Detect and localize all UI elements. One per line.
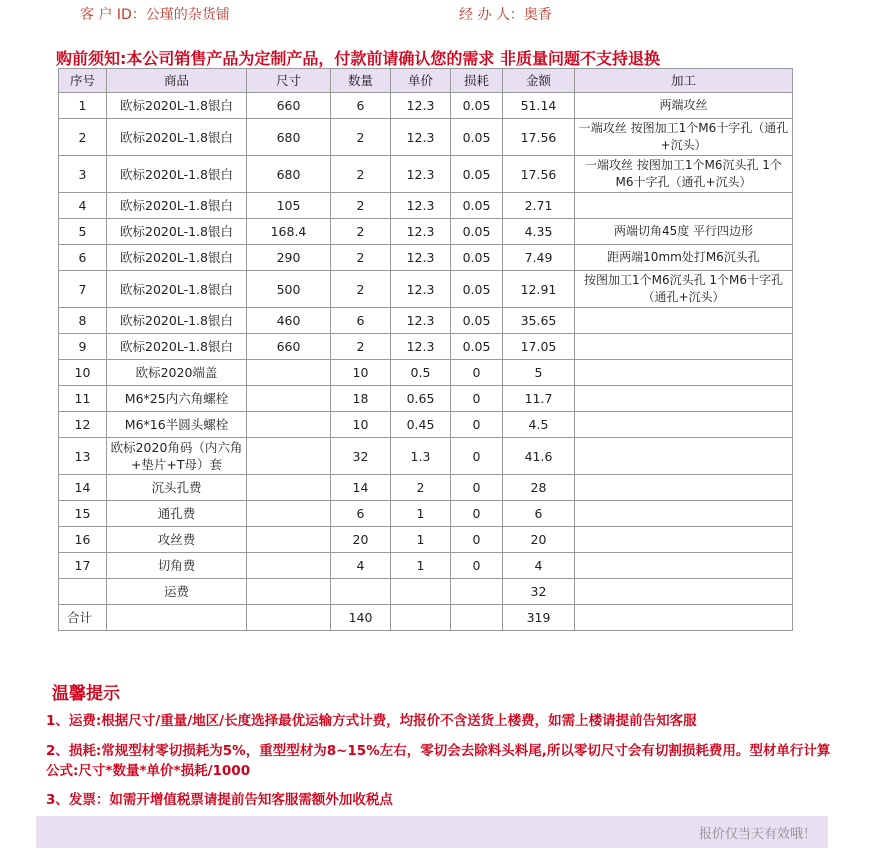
cell-item: 切角费 (107, 553, 247, 579)
table-row (59, 438, 793, 475)
cell-qty: 18 (331, 386, 391, 412)
col-header-size: 尺寸 (247, 69, 331, 93)
total-qty: 140 (331, 605, 391, 631)
cell-price: 12.3 (391, 271, 451, 308)
cell-loss: 0 (451, 527, 503, 553)
cell-amount: 6 (503, 501, 575, 527)
cell-process (575, 193, 793, 219)
cell-price (391, 579, 451, 605)
cell-qty: 6 (331, 308, 391, 334)
agent-name: 经 办 人：奥香 (459, 7, 552, 23)
cell-process (575, 334, 793, 360)
cell-item: 欧标2020L-1.8银白 (107, 334, 247, 360)
cell-no: 3 (59, 156, 107, 193)
cell-item: 欧标2020角码（内六角+垫片+T母）套 (107, 438, 247, 475)
cell-process (575, 501, 793, 527)
cell-price: 12.3 (391, 308, 451, 334)
cell-size: 680 (247, 119, 331, 156)
table-row (59, 579, 793, 605)
cell-item: 运费 (107, 579, 247, 605)
total-empty-cell (451, 605, 503, 631)
footer-validity-note: 报价仅当天有效哦！ (698, 827, 816, 842)
cell-process: 一端攻丝 按图加工1个M6沉头孔 1个M6十字孔（通孔+沉头） (575, 156, 793, 193)
cell-amount: 4.5 (503, 412, 575, 438)
cell-size (247, 438, 331, 475)
cell-amount: 11.7 (503, 386, 575, 412)
cell-size: 660 (247, 334, 331, 360)
cell-no: 13 (59, 438, 107, 475)
cell-loss: 0.05 (451, 245, 503, 271)
cell-amount: 17.56 (503, 119, 575, 156)
cell-loss: 0 (451, 412, 503, 438)
cell-loss: 0 (451, 360, 503, 386)
cell-loss: 0 (451, 475, 503, 501)
cell-process (575, 386, 793, 412)
col-header-process: 加工 (575, 69, 793, 93)
cell-loss: 0.05 (451, 271, 503, 308)
table-row (59, 156, 793, 193)
cell-loss: 0 (451, 553, 503, 579)
cell-qty: 10 (331, 360, 391, 386)
cell-item: M6*25内六角螺栓 (107, 386, 247, 412)
table-row (59, 412, 793, 438)
cell-amount: 41.6 (503, 438, 575, 475)
tip-loss: 2、损耗:常规型材零切损耗为5%，重型型材为8~15%左右，零切会去除料头料尾,所以零切尺寸会有切割损耗费用。型材单行计算公式:尺寸*数量*单价*损耗/1000 (46, 743, 831, 779)
cell-price: 1 (391, 501, 451, 527)
cell-process (575, 438, 793, 475)
cell-item: M6*16半圆头螺栓 (107, 412, 247, 438)
cell-loss: 0 (451, 438, 503, 475)
cell-no: 1 (59, 93, 107, 119)
cell-process: 距两端10mm处打M6沉头孔 (575, 245, 793, 271)
cell-no: 12 (59, 412, 107, 438)
cell-process (575, 579, 793, 605)
cell-process: 两端切角45度 平行四边形 (575, 219, 793, 245)
cell-no: 17 (59, 553, 107, 579)
tip-invoice: 3、发票：如需开增值税票请提前告知客服需额外加收税点 (46, 792, 393, 808)
total-empty-cell (107, 605, 247, 631)
cell-price: 12.3 (391, 93, 451, 119)
cell-process: 两端攻丝 (575, 93, 793, 119)
cell-price: 12.3 (391, 193, 451, 219)
table-row (59, 334, 793, 360)
cell-loss: 0 (451, 386, 503, 412)
cell-qty: 2 (331, 245, 391, 271)
cell-qty: 2 (331, 193, 391, 219)
cell-qty (331, 579, 391, 605)
cell-loss: 0.05 (451, 308, 503, 334)
table-row (59, 527, 793, 553)
purchase-notice: 购前须知:本公司销售产品为定制产品，付款前请确认您的需求 非质量问题不支持退换 (56, 49, 660, 68)
cell-price: 1 (391, 553, 451, 579)
cell-no: 10 (59, 360, 107, 386)
cell-no: 9 (59, 334, 107, 360)
cell-item: 欧标2020L-1.8银白 (107, 156, 247, 193)
cell-loss: 0.05 (451, 193, 503, 219)
cell-no: 16 (59, 527, 107, 553)
table-row (59, 119, 793, 156)
cell-size (247, 386, 331, 412)
cell-amount: 20 (503, 527, 575, 553)
col-header-qty: 数量 (331, 69, 391, 93)
cell-no: 14 (59, 475, 107, 501)
col-header-no: 序号 (59, 69, 107, 93)
table-row (59, 360, 793, 386)
total-label: 合计 (59, 605, 107, 631)
cell-no: 4 (59, 193, 107, 219)
cell-qty: 2 (331, 119, 391, 156)
table-row (59, 553, 793, 579)
cell-size (247, 553, 331, 579)
cell-size (247, 475, 331, 501)
cell-qty: 10 (331, 412, 391, 438)
table-row (59, 308, 793, 334)
table-row (59, 245, 793, 271)
customer-id: 客 户 ID：公瑾的杂货铺 (80, 7, 230, 23)
cell-size: 290 (247, 245, 331, 271)
cell-price: 12.3 (391, 119, 451, 156)
cell-loss: 0 (451, 501, 503, 527)
cell-qty: 2 (331, 156, 391, 193)
total-row (59, 605, 793, 631)
cell-amount: 17.56 (503, 156, 575, 193)
table-row (59, 219, 793, 245)
cell-loss: 0.05 (451, 119, 503, 156)
cell-amount: 4.35 (503, 219, 575, 245)
cell-price: 0.65 (391, 386, 451, 412)
table-row (59, 93, 793, 119)
cell-loss: 0.05 (451, 93, 503, 119)
cell-loss (451, 579, 503, 605)
cell-no: 15 (59, 501, 107, 527)
cell-loss: 0.05 (451, 334, 503, 360)
cell-process: 按图加工1个M6沉头孔 1个M6十字孔（通孔+沉头） (575, 271, 793, 308)
cell-process (575, 553, 793, 579)
cell-no: 8 (59, 308, 107, 334)
cell-size: 660 (247, 93, 331, 119)
cell-item: 欧标2020端盖 (107, 360, 247, 386)
cell-qty: 6 (331, 501, 391, 527)
table-header-row (59, 69, 793, 93)
total-empty-cell (247, 605, 331, 631)
cell-qty: 4 (331, 553, 391, 579)
cell-price: 12.3 (391, 156, 451, 193)
cell-size: 168.4 (247, 219, 331, 245)
total-empty-cell (575, 605, 793, 631)
col-header-price: 单价 (391, 69, 451, 93)
cell-amount: 28 (503, 475, 575, 501)
cell-process (575, 412, 793, 438)
cell-size: 680 (247, 156, 331, 193)
cell-qty: 14 (331, 475, 391, 501)
cell-price: 0.5 (391, 360, 451, 386)
cell-item: 沉头孔费 (107, 475, 247, 501)
cell-no: 5 (59, 219, 107, 245)
col-header-amount: 金额 (503, 69, 575, 93)
cell-qty: 2 (331, 219, 391, 245)
table-row (59, 386, 793, 412)
table-row (59, 193, 793, 219)
cell-item: 通孔费 (107, 501, 247, 527)
cell-price: 12.3 (391, 219, 451, 245)
cell-amount: 2.71 (503, 193, 575, 219)
cell-price: 0.45 (391, 412, 451, 438)
cell-qty: 6 (331, 93, 391, 119)
cell-process (575, 475, 793, 501)
cell-process: 一端攻丝 按图加工1个M6十字孔（通孔+沉头） (575, 119, 793, 156)
cell-qty: 2 (331, 334, 391, 360)
col-header-loss: 损耗 (451, 69, 503, 93)
cell-amount: 32 (503, 579, 575, 605)
quote-table (58, 68, 793, 631)
cell-item: 欧标2020L-1.8银白 (107, 271, 247, 308)
cell-size: 105 (247, 193, 331, 219)
cell-no: 2 (59, 119, 107, 156)
cell-price: 1.3 (391, 438, 451, 475)
table-row (59, 501, 793, 527)
cell-process (575, 308, 793, 334)
cell-size (247, 360, 331, 386)
table-row (59, 475, 793, 501)
cell-loss: 0.05 (451, 156, 503, 193)
cell-size (247, 412, 331, 438)
tip-shipping: 1、运费:根据尺寸/重量/地区/长度选择最优运输方式计费，均报价不含送货上楼费，如需上楼请提前告知客服 (46, 713, 697, 729)
cell-no: 7 (59, 271, 107, 308)
cell-qty: 2 (331, 271, 391, 308)
cell-size: 500 (247, 271, 331, 308)
cell-amount: 5 (503, 360, 575, 386)
cell-loss: 0.05 (451, 219, 503, 245)
footer-bar (36, 816, 828, 848)
cell-amount: 7.49 (503, 245, 575, 271)
table-row (59, 271, 793, 308)
cell-price: 2 (391, 475, 451, 501)
cell-price: 1 (391, 527, 451, 553)
cell-no: 6 (59, 245, 107, 271)
tips-title: 温馨提示 (52, 684, 120, 704)
cell-no: 11 (59, 386, 107, 412)
cell-item: 欧标2020L-1.8银白 (107, 119, 247, 156)
cell-item: 欧标2020L-1.8银白 (107, 245, 247, 271)
cell-qty: 32 (331, 438, 391, 475)
cell-amount: 35.65 (503, 308, 575, 334)
cell-item: 欧标2020L-1.8银白 (107, 219, 247, 245)
cell-process (575, 527, 793, 553)
total-empty-cell (391, 605, 451, 631)
cell-size (247, 501, 331, 527)
total-amount: 319 (503, 605, 575, 631)
cell-price: 12.3 (391, 334, 451, 360)
col-header-item: 商品 (107, 69, 247, 93)
cell-size (247, 527, 331, 553)
cell-qty: 20 (331, 527, 391, 553)
cell-item: 欧标2020L-1.8银白 (107, 93, 247, 119)
cell-amount: 51.14 (503, 93, 575, 119)
cell-amount: 4 (503, 553, 575, 579)
cell-size: 460 (247, 308, 331, 334)
cell-item: 欧标2020L-1.8银白 (107, 308, 247, 334)
quote-table-body (59, 93, 793, 605)
cell-process (575, 360, 793, 386)
cell-item: 欧标2020L-1.8银白 (107, 193, 247, 219)
cell-no (59, 579, 107, 605)
cell-price: 12.3 (391, 245, 451, 271)
cell-amount: 17.05 (503, 334, 575, 360)
cell-size (247, 579, 331, 605)
cell-item: 攻丝费 (107, 527, 247, 553)
cell-amount: 12.91 (503, 271, 575, 308)
